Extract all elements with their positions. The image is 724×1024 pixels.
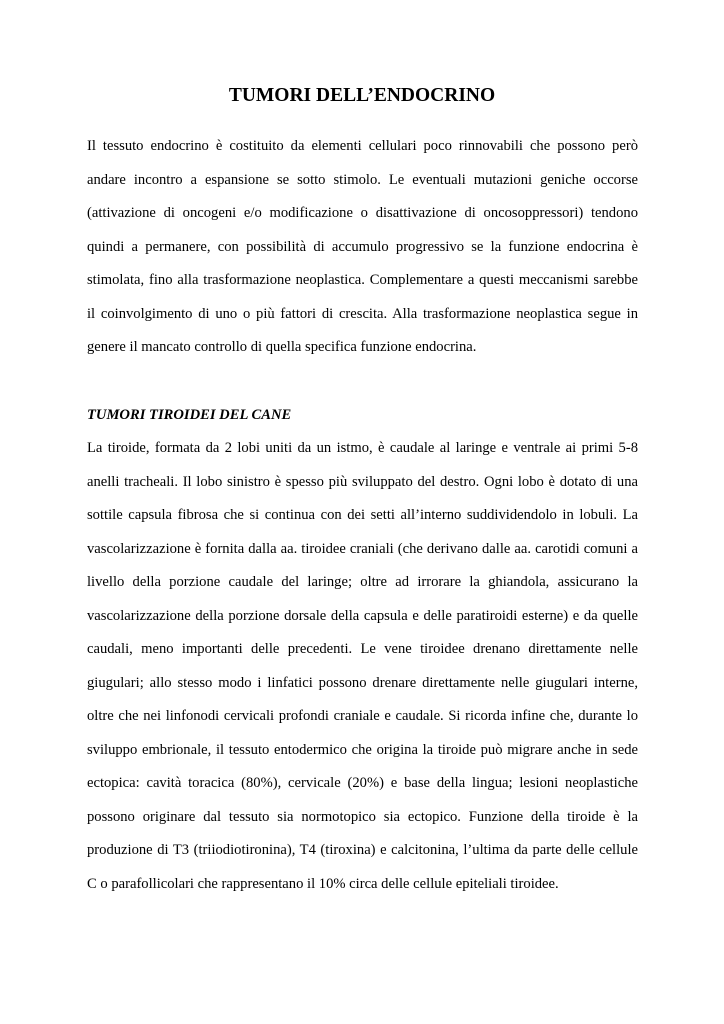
intro-paragraph: Il tessuto endocrino è costituito da elementi cellulari poco rinnovabili che possono però andare incontro a espansione se sotto stimolo. Le eventuali mutazioni geniche occorse (attivazione di oncogeni e/o modificazione o disattivazione di oncosoppressori) tendono quindi a permanere, con possibilità di accumulo progressivo se la funzione endocrina è stimolata, fino alla trasformazione neoplastica. Complementare a questi meccanismi sarebbe il coinvolgimento di uno o più fattori di crescita. Alla trasformazione neoplastica segue in genere il mancato controllo di quella specifica funzione endocrina. (87, 138, 638, 355)
section-paragraph: La tiroide, formata da 2 lobi uniti da un istmo, è caudale al laringe e ventrale ai primi 5-8 anelli tracheali. Il lobo sinistro è spesso più sviluppato del destro. Ogni lobo è dotato di una sottile capsula fibrosa che si continua con dei setti all’interno suddividendolo in lobuli. La vascolarizzazione è fornita dalla aa. tiroidee craniali (che derivano dalle aa. carotidi comuni a livello della porzione caudale del laringe; oltre ad irrorare la ghiandola, assicurano la vascolarizzazione della porzione dorsale della capsula e delle paratiroidi esterne) e da quelle caudali, meno importanti delle precedenti. Le vene tiroidee drenano direttamente nelle giugulari; allo stesso modo i linfatici possono drenare direttamente nelle giugulari interne, oltre che nei linfonodi cervicali profondi craniale e caudale. Si ricorda infine che, durante lo sviluppo embrionale, il tessuto entodermico che origina la tiroide può migrare anche in sede ectopica: cavità toracica (80%), cervicale (20%) e base della lingua; lesioni neoplastiche possono originare dal tessuto sia normotopico sia ectopico. Funzione della tiroide è la produzione di T3 (triiodiotironina), T4 (tiroxina) e calcitonina, l’ultima da parte delle cellule C o parafollicolari che rappresentano il 10% circa delle cellule epiteliali tiroidee. (87, 440, 638, 892)
page-title: TUMORI DELL’ENDOCRINO (228, 85, 496, 106)
section-heading: TUMORI TIROIDEI DEL CANE (87, 407, 292, 423)
